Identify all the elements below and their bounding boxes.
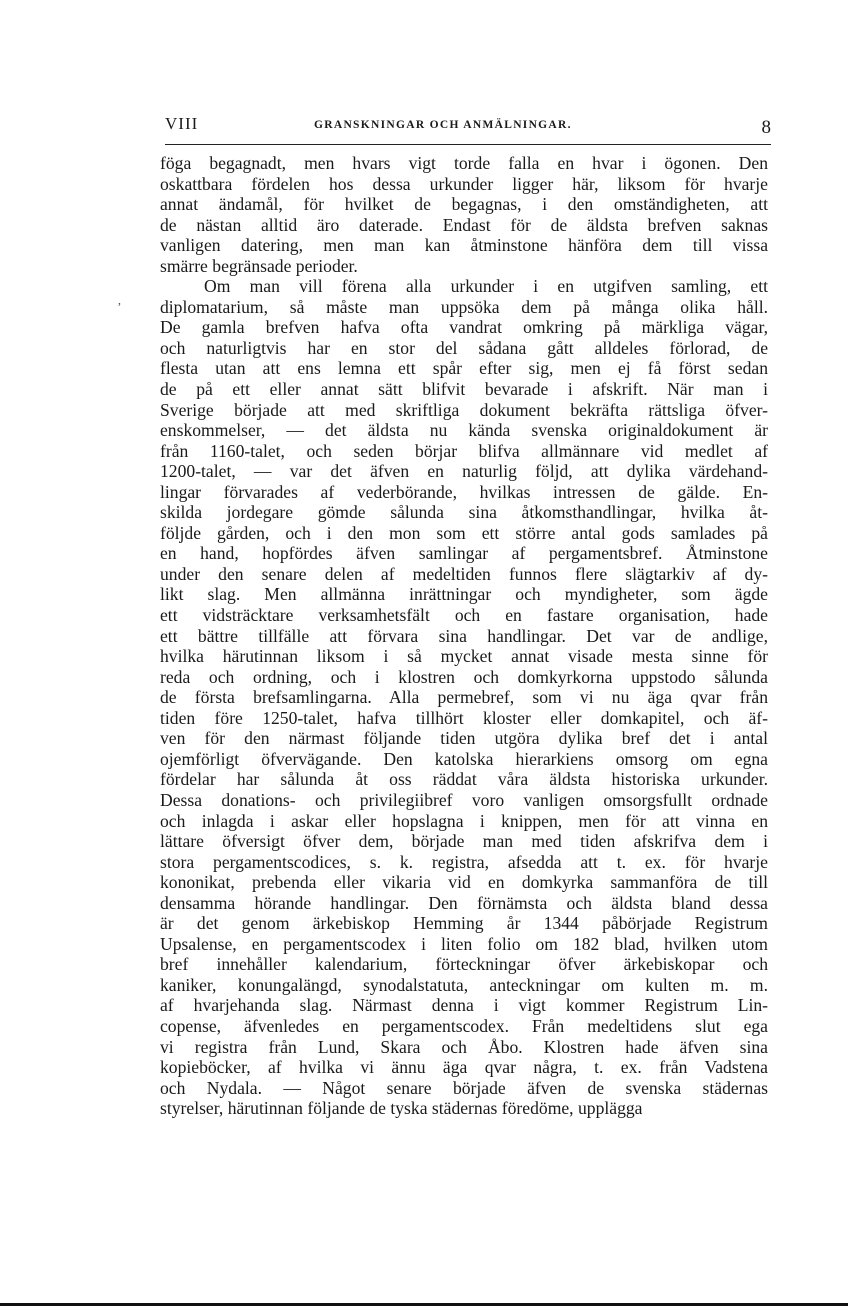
text-line: bref innehåller kalendarium, förteckningar öfver ärkebiskopar och [160,954,768,975]
text-line: vanligen datering, men man kan åtminstone hänföra dem till vissa [160,235,768,256]
text-line: ven för den närmast följande tiden utgöra dylika bref det i antal [160,728,768,749]
text-line: de på ett eller annat sätt blifvit bevarade i afskrift. När man i [160,379,768,400]
text-line: copense, äfvenledes en pergamentscodex. Från medeltidens slut ega [160,1015,768,1036]
text-line: Om man vill förena alla urkunder i en utgifven samling, ett [204,276,768,297]
margin-mark: , [118,293,121,307]
text-line: skilda jordegare gömde sålunda sina åtkomsthandlingar, hvilka åt- [160,502,768,523]
page-header [165,114,771,145]
text-line: följde gården, och i den mon som ett större antal gods samlades på [160,522,768,543]
running-head: GRANSKNINGAR OCH ANMÄLNINGAR. [314,119,572,131]
text-line: vi registra från Lund, Skara och Åbo. Klostren hade äfven sina [160,1036,768,1057]
text-line: styrelser, härutinnan följande de tyska städernas föredöme, upplägga [160,1098,643,1119]
page-number: 8 [761,117,771,138]
text-line: diplomatarium, så måste man uppsöka dem på många olika håll. [160,296,768,317]
text-line: en hand, hopfördes äfven samlingar af pergamentsbref. Åtminstone [160,543,768,564]
text-line: och inlagda i askar eller hopslagna i knippen, men för att vinna en [160,810,768,831]
text-line: lingar förvarades af vederbörande, hvilkas intressen de gälde. En- [160,481,768,502]
text-line: flesta utan att ens lemna ett spår efter sig, men ej få först sedan [160,358,768,379]
text-line: likt slag. Men allmänna inrättningar och myndigheter, som ägde [160,584,768,605]
text-line: de nästan alltid äro daterade. Endast för de äldsta brefven saknas [160,214,768,235]
text-line: från 1160-talet, och seden börjar blifva allmännare vid medlet af [160,440,768,461]
text-line: oskattbara fördelen hos dessa urkunder ligger här, liksom för hvarje [160,173,768,194]
text-line: ett vidsträcktare verksamhetsfält och en fastare organisation, hade [160,605,768,626]
text-line: smärre begränsade perioder. [160,255,358,276]
text-line: tiden före 1250-talet, hafva tillhört kloster eller domkapitel, och äf- [160,707,768,728]
text-line: Dessa donations- och privilegiibref voro vanligen omsorgsfullt ordnade [160,789,768,810]
text-line: reda och ordning, och i klostren och domkyrkorna uppstodo sålunda [160,666,768,687]
text-line: föga begagnadt, men hvars vigt torde falla en hvar i ögonen. Den [160,153,768,173]
text-line: hvilka härutinnan liksom i så mycket annat visade mesta sinne för [160,646,768,667]
text-line: är det genom ärkebiskop Hemming år 1344 påbörjade Registrum [160,913,768,934]
text-line: 1200-talet, — var det äfven en naturlig följd, att dylika värdehand- [160,461,768,482]
text-line: kopieböcker, af hvilka vi ännu äga qvar några, t. ex. från Vadstena [160,1057,768,1078]
text-line: ojemförligt öfvervägande. Den katolska hierarkiens omsorg om egna [160,748,768,769]
page-roman-numeral: VIII [165,114,199,133]
text-line: enskommelser, — det äldsta nu kända svenska originaldokument är [160,420,768,441]
text-line: ett bättre tillfälle att förvara sina handlingar. Det var de andlige, [160,625,768,646]
text-line: och naturligtvis har en stor del sådana gått alldeles förlorad, de [160,337,768,358]
text-line: lättare öfversigt öfver dem, började man med tiden afskrifva dem i [160,831,768,852]
text-line: Sverige började att med skriftliga dokument bekräfta rättsliga öfver- [160,399,768,420]
text-line: stora pergamentscodices, s. k. registra, afsedda att t. ex. för hvarje [160,851,768,872]
text-line: de första brefsamlingarna. Alla permebref, som vi nu äga qvar från [160,687,768,708]
text-line: Upsalense, en pergamentscodex i liten folio om 182 blad, hvilken utom [160,933,768,954]
text-line: densamma hörande handlingar. Den förnämsta och äldsta bland dessa [160,892,768,913]
text-line: af hvarjehanda slag. Närmast denna i vigt kommer Registrum Lin- [160,995,768,1016]
bottom-border [0,1303,848,1306]
text-line: kaniker, konungalängd, synodalstatuta, anteckningar om kulten m. m. [160,974,768,995]
text-line: kononikat, prebenda eller vikaria vid en domkyrka sammanföra de till [160,872,768,893]
text-line: De gamla brefven hafva ofta vandrat omkring på märkliga vägar, [160,317,768,338]
text-line: fördelar har sålunda åt oss räddat våra äldsta historiska urkunder. [160,769,768,790]
text-line: annat ändamål, för hvilket de begagnas, i den omständigheten, att [160,194,768,215]
text-line: under den senare delen af medeltiden funnos flere slägtarkiv af dy- [160,563,768,584]
text-line: och Nydala. — Något senare började äfven de svenska städernas [160,1077,768,1098]
body-text [160,153,768,1119]
